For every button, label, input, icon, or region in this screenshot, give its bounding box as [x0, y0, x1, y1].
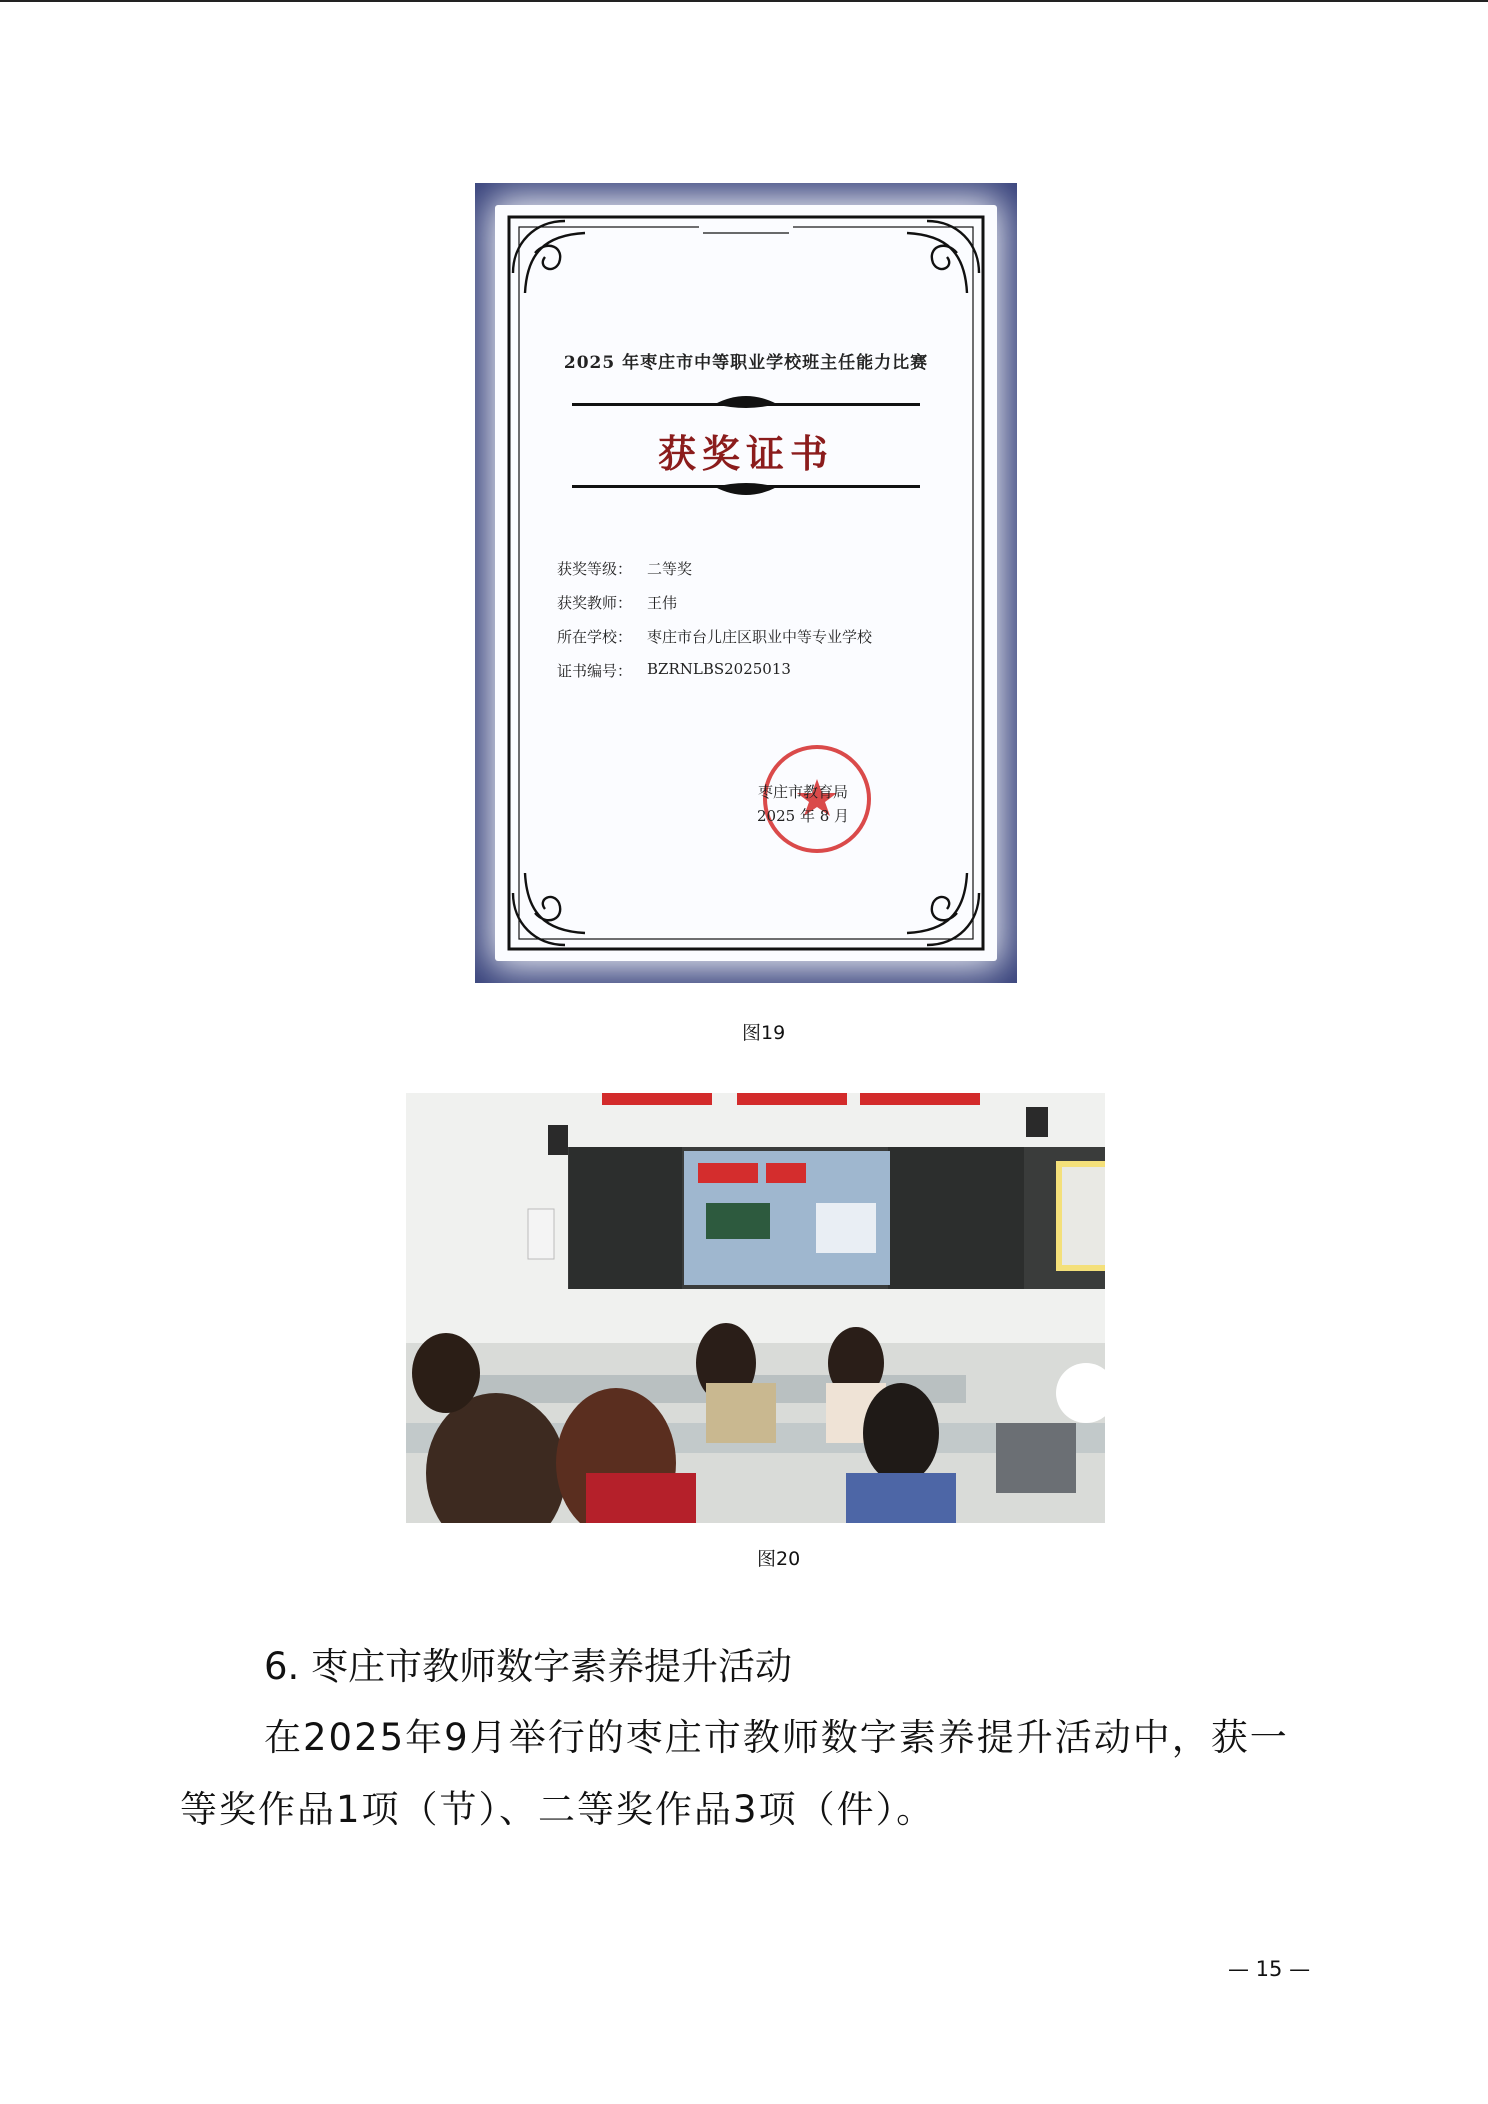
section-heading: 6. 枣庄市教师数字素养提升活动	[264, 1645, 793, 1688]
certificate-number-row	[557, 660, 872, 694]
award-teacher-row	[557, 592, 872, 626]
certificate-issuer: 枣庄市教育局	[758, 783, 849, 801]
classroom-scene	[406, 1093, 1105, 1523]
field-label: 所在学校：	[557, 628, 633, 646]
field-label: 证书编号：	[557, 662, 633, 680]
certificate-number-value: BZRNLBS2025013	[647, 660, 791, 678]
figure-20-caption: 图20	[757, 1548, 801, 1570]
certificate-fields	[557, 558, 872, 694]
heading-ornament-bottom	[572, 483, 920, 495]
section-paragraph: 在2025年9月举行的枣庄市教师数字素养提升活动中，获一等奖作品1项（节）、二等奖作品3项（件）。	[180, 1716, 1289, 1831]
certificate-issuer-block	[757, 780, 849, 828]
certificate-competition-title: 2025 年枣庄市中等职业学校班主任能力比赛	[563, 353, 929, 373]
classroom-photo	[406, 1093, 1105, 1523]
award-level-row	[557, 558, 872, 592]
school-value: 枣庄市台儿庄区职业中等专业学校	[647, 628, 873, 646]
heading-ornament-top	[572, 396, 920, 408]
award-level-value: 二等奖	[647, 560, 693, 578]
certificate-date: 2025 年 8 月	[757, 807, 850, 825]
field-label: 获奖等级：	[557, 560, 633, 578]
page-number: — 15 —	[1228, 1957, 1311, 1981]
certificate-heading: 获奖证书	[657, 431, 834, 476]
school-row	[557, 626, 872, 660]
top-rule	[0, 0, 1488, 2]
figure-19-caption: 图19	[742, 1022, 786, 1044]
award-teacher-value: 王伟	[647, 594, 678, 612]
field-label: 获奖教师：	[557, 594, 633, 612]
award-certificate-image	[475, 183, 1017, 983]
